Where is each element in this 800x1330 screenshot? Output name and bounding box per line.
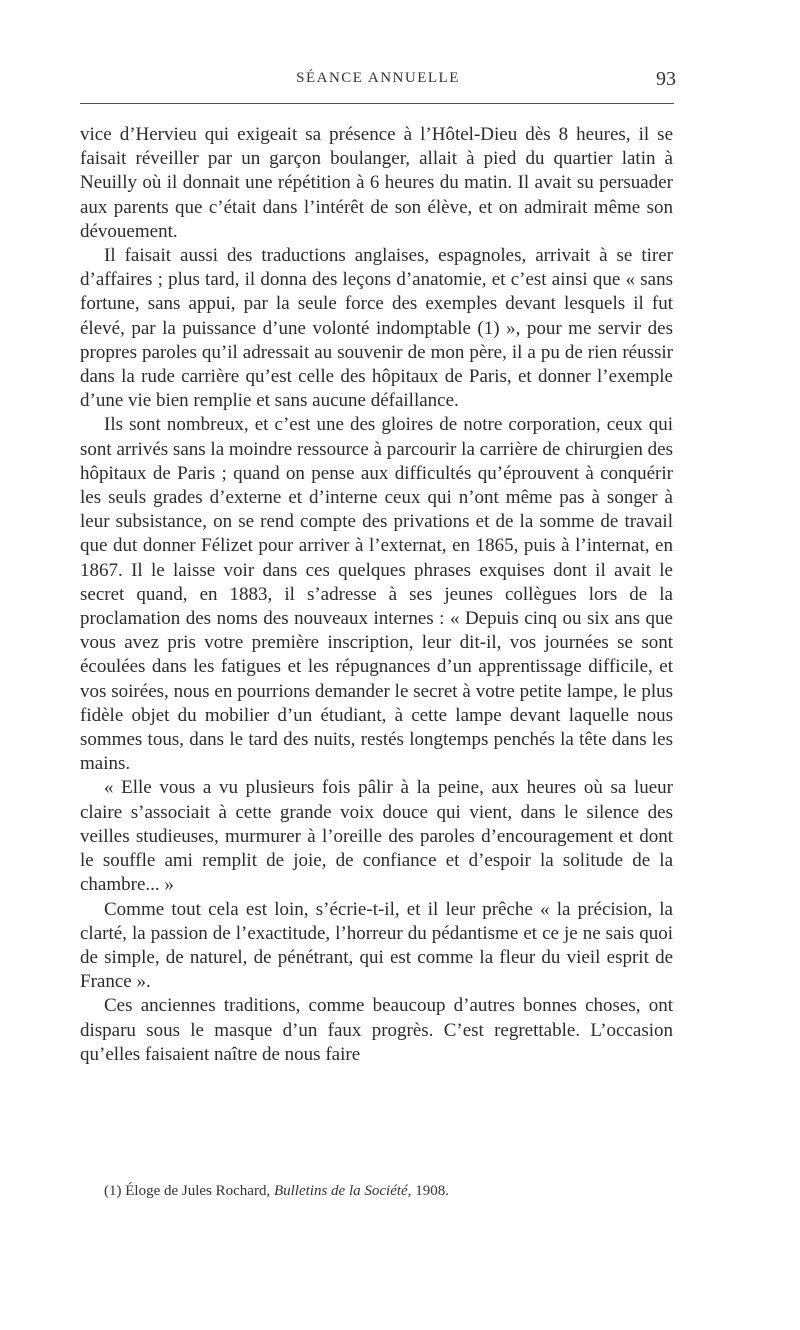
paragraph-3: Ils sont nombreux, et c’est une des gloires de notre corporation, ceux qui sont arrivés sans la moindre ressource à parcourir la carrière de chirurgien des hôpitaux de Paris ; quand on pense aux difficultés qu’éprouvent à conquérir les seuls grades d’externe et d’interne ceux qui n’ont même pas à songer à leur subsistance, on se rend compte des privations et de la somme de travail que dut donner Félizet pour arriver à l’externat, en 1865, puis à l’internat, en 1867. Il le laisse voir dans ces quelques phrases exquises dont il avait le secret quand, en 1883, il s’adresse à ses jeunes collègues lors de la proclamation des noms des nouveaux internes : « Depuis cinq ou six ans que vous avez pris votre première inscription, leur dit-il, vos journées se sont écoulées dans les fatigues et les répugnances d’un apprentissage difficile, et vos soirées, nous en pourrions demander le secret à votre petite lampe, le plus fidèle objet du mobilier d’un étudiant, à cette lampe devant laquelle nous sommes tous, dans le tard des nuits, restés longtemps penchés la tête dans les mains.: [80, 414, 673, 775]
footnote: [104, 1183, 674, 1200]
paragraph-2: Il faisait aussi des traductions anglaises, espagnoles, arrivait à se tirer d’affaires ; plus tard, il donna des leçons d’anatomie, et c’est ainsi que « sans fortune, sans appui, par la seule force des exemples devant lesquels il fut élevé, par la puissance d’une volonté indomptable (1) », pour me servir des propres paroles qu’il adressait au souvenir de mon père, il a pu de rien réussir dans la rude carrière qu’est celle des hôpitaux de Paris, et donner l’exemple d’une vie bien remplie et sans aucune défaillance.: [80, 245, 673, 412]
page-number: 93: [656, 68, 676, 90]
paragraph-4: « Elle vous a vu plusieurs fois pâlir à la peine, aux heures où sa lueur claire s’associait à cette grande voix douce qui vient, dans le silence des veilles studieuses, murmurer à l’oreille des paroles d’encouragement et dont le souffle ami remplit de joie, de confiance et d’espoir la solitude de la chambre... »: [80, 777, 673, 896]
footnote-marker: (1): [104, 1183, 122, 1199]
footnote-text: Éloge de Jules Rochard,: [125, 1183, 271, 1199]
paragraph-5: Comme tout cela est loin, s’écrie-t-il, et il leur prêche « la précision, la clarté, la passion de l’exactitude, l’horreur du pédantisme et ce je ne sais quoi de simple, de naturel, de pénétrant, qui est comme la fleur du vieil esprit de France ».: [80, 898, 673, 993]
page-header: [80, 70, 676, 94]
body-text: [80, 123, 673, 1067]
paragraph-1: vice d’Hervieu qui exigeait sa présence à l’Hôtel-Dieu dès 8 heures, il se faisait réveiller par un garçon boulanger, allait à pied du quartier latin à Neuilly où il donnait une répétition à 6 heures du matin. Il avait su persuader aux parents que c’était dans l’intérêt de son élève, et on admirait même son dévouement.: [80, 124, 673, 242]
header-rule: [80, 103, 674, 104]
footnote-year: 1908.: [415, 1183, 449, 1199]
running-head: SÉANCE ANNUELLE: [296, 70, 460, 86]
footnote-title: Bulletins de la Société,: [273, 1183, 412, 1199]
paragraph-6: Ces anciennes traditions, comme beaucoup d’autres bonnes choses, ont disparu sous le masque d’un faux progrès. C’est regrettable. L’occasion qu’elles faisaient naître de nous faire: [80, 995, 673, 1065]
